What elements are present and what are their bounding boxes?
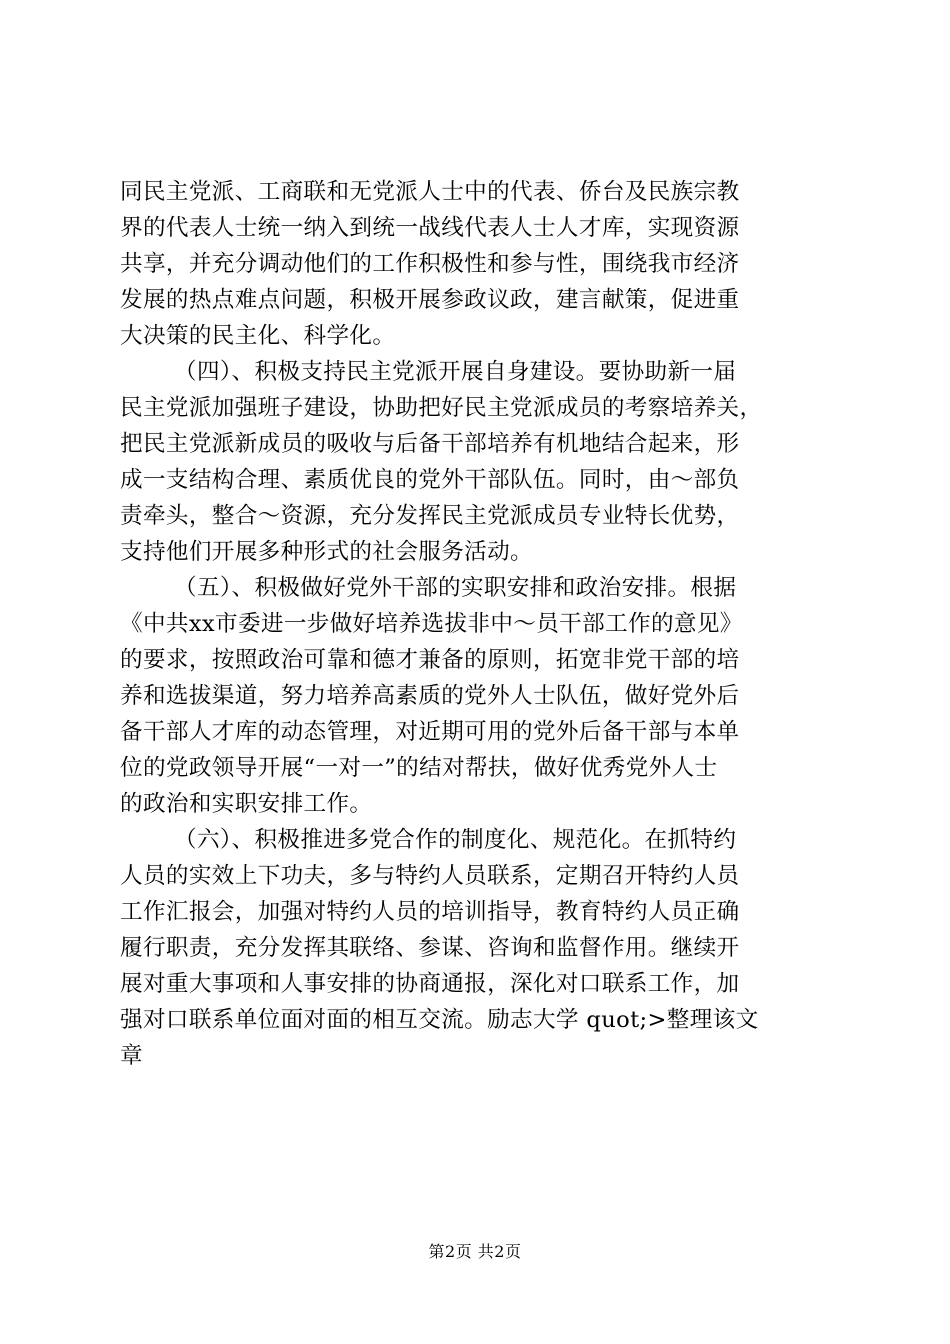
text-line: 大决策的民主化、科学化。	[120, 323, 396, 349]
text-line: 《中共xx市委进一步做好培养选拔非中～员干部工作的意见》	[120, 611, 743, 637]
text-line: 支持他们开展多种形式的社会服务活动。	[120, 539, 533, 565]
text-line: 展对重大事项和人事安排的协商通报，深化对口联系工作，加	[120, 971, 740, 997]
paragraph-six-heading-line: （六）、积极推进多党合作的制度化、规范化。在抓特约	[174, 827, 737, 853]
text-line: 的要求，按照政治可靠和德才兼备的原则，拓宽非党干部的培	[120, 647, 740, 673]
text-line: 人员的实效上下功夫，多与特约人员联系，定期召开特约人员	[120, 863, 740, 889]
text-line: 把民主党派新成员的吸收与后备干部培养有机地结合起来，形	[120, 431, 740, 457]
text-line: 强对口联系单位面对面的相互交流。励志大学 quot;>整理该文	[120, 1007, 759, 1033]
text-line: 养和选拔渠道，努力培养高素质的党外人士队伍，做好党外后	[120, 683, 740, 709]
text-line: 同民主党派、工商联和无党派人士中的代表、侨台及民族宗教	[120, 179, 740, 205]
text-line: 发展的热点难点问题，积极开展参政议政，建言献策，促进重	[120, 287, 740, 313]
text-line: 成一支结构合理、素质优良的党外干部队伍。同时，由～部负	[120, 467, 740, 493]
text-line: 的政治和实职安排工作。	[120, 791, 373, 817]
text-line: 履行职责，充分发挥其联络、参谋、咨询和监督作用。继续开	[120, 935, 740, 961]
text-line: 界的代表人士统一纳入到统一战线代表人士人才库，实现资源	[120, 215, 740, 241]
paragraph-five-heading-line: （五）、积极做好党外干部的实职安排和政治安排。根据	[174, 575, 737, 601]
page-number-footer: 第2页 共2页	[428, 1242, 522, 1261]
text-line: 共享，并充分调动他们的工作积极性和参与性，围绕我市经济	[120, 251, 740, 277]
text-line: 章	[120, 1043, 143, 1069]
text-line: 民主党派加强班子建设，协助把好民主党派成员的考察培养关，	[120, 395, 763, 421]
paragraph-four-heading-line: （四）、积极支持民主党派开展自身建设。要协助新一届	[174, 359, 737, 385]
text-line: 备干部人才库的动态管理，对近期可用的党外后备干部与本单	[120, 719, 740, 745]
text-line: 工作汇报会，加强对特约人员的培训指导，教育特约人员正确	[120, 899, 740, 925]
text-line: 位的党政领导开展“一对一”的结对帮扶，做好优秀党外人士	[120, 755, 718, 781]
text-line: 责牵头，整合～资源，充分发挥民主党派成员专业特长优势，	[120, 503, 740, 529]
